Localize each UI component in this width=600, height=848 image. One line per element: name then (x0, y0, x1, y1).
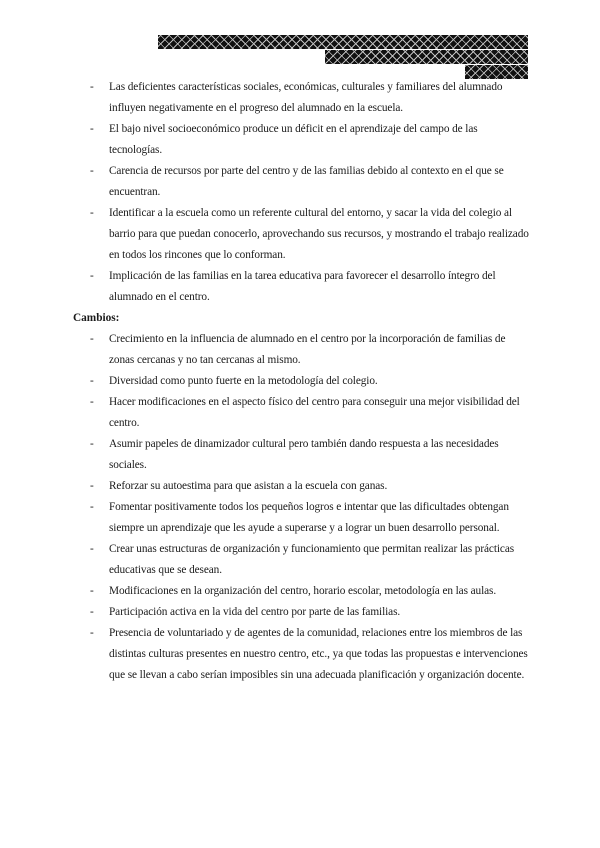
list-item: - Hacer modificaciones en el aspecto físico del centro para conseguir una mejor visibilidad del centro. (73, 392, 533, 434)
list-item: - El bajo nivel socioeconómico produce un déficit en el aprendizaje del campo de las tecnologías. (73, 119, 533, 161)
list-item: - Fomentar positivamente todos los pequeños logros e intentar que las dificultades obtengan siempre un aprendizaje que les ayude a superarse y a lograr un buen desarrollo personal. (73, 497, 533, 539)
list-item: - Modificaciones en la organización del centro, horario escolar, metodología en las aulas. (73, 581, 533, 602)
list-item: - Diversidad como punto fuerte en la metodología del colegio. (73, 371, 533, 392)
list-item: - Carencia de recursos por parte del centro y de las familias debido al contexto en el que se encuentran. (73, 161, 533, 203)
list-item: - Implicación de las familias en la tarea educativa para favorecer el desarrollo íntegro del alumnado en el centro. (73, 266, 533, 308)
list-item: - Reforzar su autoestima para que asistan a la escuela con ganas. (73, 476, 533, 497)
document-body (73, 77, 533, 686)
list-item: - Crear unas estructuras de organización y funcionamiento que permitan realizar las prácticas educativas que se desean. (73, 539, 533, 581)
changes-list (73, 329, 533, 686)
causes-list (73, 77, 533, 308)
list-item: - Las deficientes características sociales, económicas, culturales y familiares del alumnado influyen negativamente en el progreso del alumnado en la escuela. (73, 77, 533, 119)
redaction-block (158, 35, 528, 49)
redaction-block (325, 50, 528, 64)
list-item: - Crecimiento en la influencia de alumnado en el centro por la incorporación de familias de zonas cercanas y no tan cercanas al mismo. (73, 329, 533, 371)
list-item: - Identificar a la escuela como un referente cultural del entorno, y sacar la vida del colegio al barrio para que puedan conocerlo, aprovechando sus recursos, y mostrando el trabajo realizado en todos los rincones que lo conforman. (73, 203, 533, 266)
section-heading: Cambios: (73, 312, 120, 324)
list-item: - Participación activa en la vida del centro por parte de las familias. (73, 602, 533, 623)
list-item: - Asumir papeles de dinamizador cultural pero también dando respuesta a las necesidades sociales. (73, 434, 533, 476)
list-item: - Presencia de voluntariado y de agentes de la comunidad, relaciones entre los miembros de las distintas culturas presentes en nuestro centro, etc., ya que todas las propuestas e intervenciones que se llevan a cabo serían imposibles sin una adecuada planificación y organización docente. (73, 623, 533, 686)
